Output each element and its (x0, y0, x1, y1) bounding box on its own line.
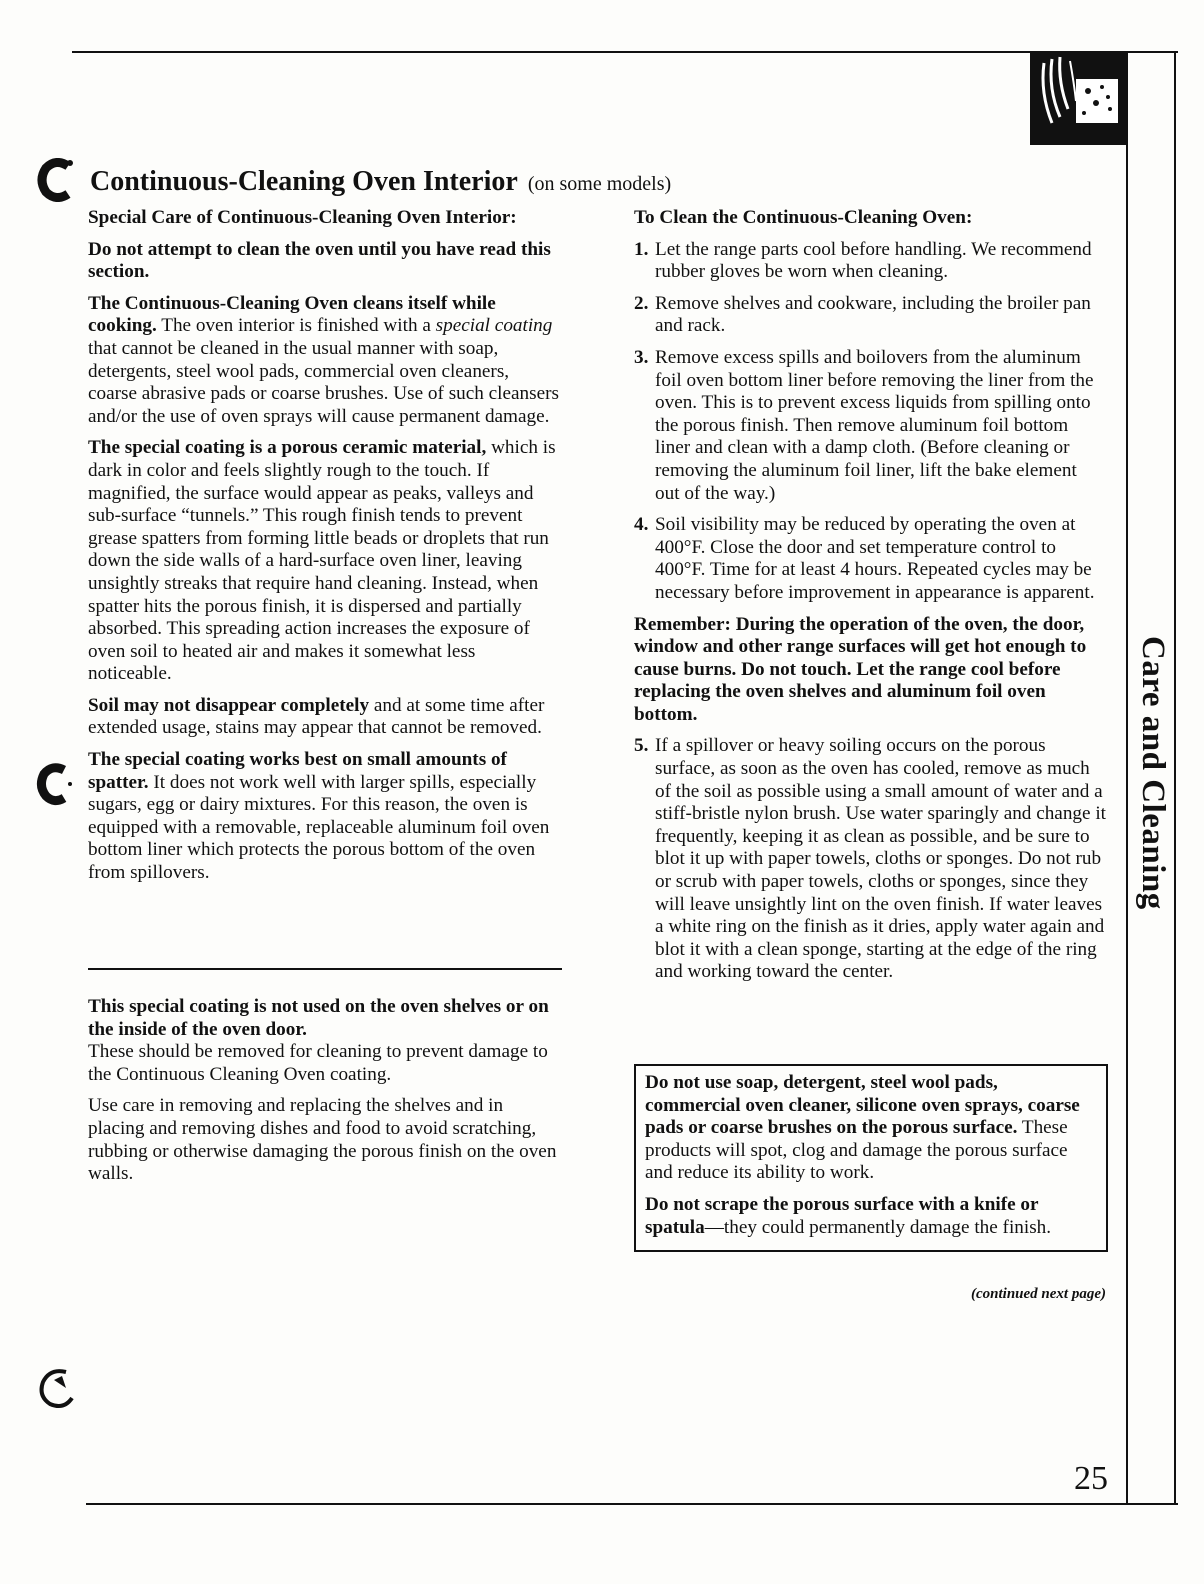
step-number: 3. (634, 346, 649, 368)
caution-box (634, 1064, 1108, 1252)
left-column-divider (88, 968, 562, 970)
margin-c-marker-icon (34, 762, 74, 806)
p5-bold: This special coating is not used on the oven shelves or on the inside of the oven door. (88, 996, 549, 1040)
step-item (634, 735, 1106, 984)
hand-sponge-icon (1030, 53, 1126, 145)
caution-text-2: —they could permanently damage the finish. (704, 1216, 1052, 1238)
step-text: Soil visibility may be reduced by operating the oven at 400°F. Close the door and set temperature control to 400°F. Time for at least 4 hours. Repeated cycles may be necessary before improvement in appearance is apparent. (655, 514, 1095, 603)
caution-paragraph-1 (645, 1072, 1098, 1185)
cleaning-steps (634, 239, 1106, 605)
top-rule (72, 51, 1178, 53)
p2-bold: The special coating is a porous ceramic material, (88, 437, 487, 459)
step-number: 5. (634, 735, 649, 757)
section-tab-title: Care and Cleaning (1135, 636, 1171, 910)
bottom-rule (86, 1503, 1178, 1505)
step-text: Remove shelves and cookware, including the broiler pan and rack. (655, 292, 1091, 337)
right-subhead: To Clean the Continuous-Cleaning Oven: (634, 207, 973, 228)
right-column (634, 207, 1106, 993)
caution-bold-2: Do not scrape the porous surface with a knife or spatula (645, 1193, 1039, 1238)
paragraph-not-used (88, 996, 562, 1086)
remember-paragraph: Remember: During the operation of the oven, the door, window and other range surfaces will get hot enough to cause burns. Do not touch. Let the range cool before replacing the oven shelves and aluminum foil oven bottom. (634, 613, 1087, 725)
paragraph-soil (88, 695, 562, 740)
step-text: Remove excess spills and boilovers from the aluminum foil oven bottom liner before removing the liner from the oven. This is to prevent excess liquids from spilling onto the porous finish. Then remove aluminum foil bottom liner and clean with a damp cloth. (Before cleaning or removing the aluminum foil liner, lift the bake element out of the way.) (655, 346, 1094, 504)
left-column (88, 207, 562, 894)
p3-text: and at some time after extended usage, stains may appear that cannot be removed. (88, 694, 545, 739)
step-number: 2. (634, 292, 649, 314)
paragraph-porous-ceramic (88, 437, 562, 686)
p1-italic: special coating (435, 315, 553, 337)
p3-bold: Soil may not disappear completely (88, 694, 370, 716)
p2-text: which is dark in color and feels slightly rough to the touch. If magnified, the surface would appear as peaks, valleys and sub-surface “tunnels.” This rough finish tends to prevent grease spatters from forming little beads or droplets that run down the side walls of a hard-surface oven liner, leaving unsightly streaks that require hand cleaning. Instead, when spatter hits the porous finish, it is dispersed and partially absorbed. This spreading action increases the exposure of oven soil to heated air and makes it somewhat less noticeable. (88, 437, 556, 685)
left-subhead: Special Care of Continuous-Cleaning Oven Interior: (88, 207, 517, 228)
p1-text-b: that cannot be cleaned in the usual manner with soap, detergents, steel wool pads, commercial oven cleaners, coarse abrasive pads or coarse brushes. Use of such cleansers and/or the use of oven sprays will cause permanent damage. (88, 337, 559, 427)
heading-suffix: (on some models) (527, 173, 672, 195)
p4-text: It does not work well with larger spills, especially sugars, egg or dairy mixtures. For this reason, the oven is equipped with a removable, replaceable aluminum foil oven bottom liner which protects the porous bottom of the oven from spillovers. (88, 771, 550, 884)
caution-bold-1: Do not use soap, detergent, steel wool pads, commercial oven cleaner, silicone oven sprays, coarse pads or coarse brushes on the porous surface. (645, 1072, 1080, 1139)
cleaning-steps-continued (634, 735, 1106, 984)
paragraph-small-spatter (88, 749, 562, 885)
p1-text-a: The oven interior is finished with a (156, 315, 436, 337)
p5-text: These should be removed for cleaning to prevent damage to the Continuous Cleaning Oven coating. (88, 1041, 548, 1085)
paragraph-use-care: Use care in removing and replacing the shelves and in placing and removing dishes and food to avoid scratching, rubbing or otherwise damaging the porous finish on the oven walls. (88, 1095, 557, 1185)
page-heading (90, 166, 671, 198)
step-number: 4. (634, 514, 649, 536)
step-item (634, 514, 1106, 604)
left-column-lower (88, 996, 562, 1195)
p1-bold: The Continuous-Cleaning Oven cleans itself while cooking. (88, 292, 496, 337)
heading-c-marker-icon (36, 158, 76, 202)
clock-icon (36, 1366, 80, 1410)
step-item (634, 293, 1106, 338)
page-number: 25 (1074, 1460, 1108, 1497)
heading-title: Continuous-Cleaning Oven Interior (90, 166, 518, 197)
step-item (634, 347, 1106, 505)
p4-bold: The special coating works best on small amounts of spatter. (88, 749, 507, 793)
step-text: If a spillover or heavy soiling occurs on the porous surface, as soon as the oven has cooled, remove as much of the soil as possible using a small amount of water and a stiff-bristle nylon brush. Use water sparingly and change it frequently, keeping it as clean as possible, and be sure to blot it up with paper towels, cloths or sponges. Do not rub or scrub with paper towels, cloths or sponges, since they will leave unsightly lint on the oven finish. If water leaves a white ring on the finish as it dries, apply water again and blot it with a clean sponge, starting at the edge of the ring and working toward the center. (655, 735, 1106, 983)
warning-paragraph: Do not attempt to clean the oven until you have read this section. (88, 238, 551, 283)
step-text: Let the range parts cool before handling. We recommend rubber gloves be worn when cleaning. (655, 238, 1092, 283)
paragraph-cleans-itself (88, 293, 562, 429)
continued-note: (continued next page) (971, 1286, 1106, 1302)
caution-text-1: These products will spot, clog and damage the porous surface and reduce its ability to work. (645, 1117, 1068, 1184)
step-item (634, 239, 1106, 284)
caution-paragraph-2 (645, 1194, 1098, 1239)
step-number: 1. (634, 238, 649, 260)
